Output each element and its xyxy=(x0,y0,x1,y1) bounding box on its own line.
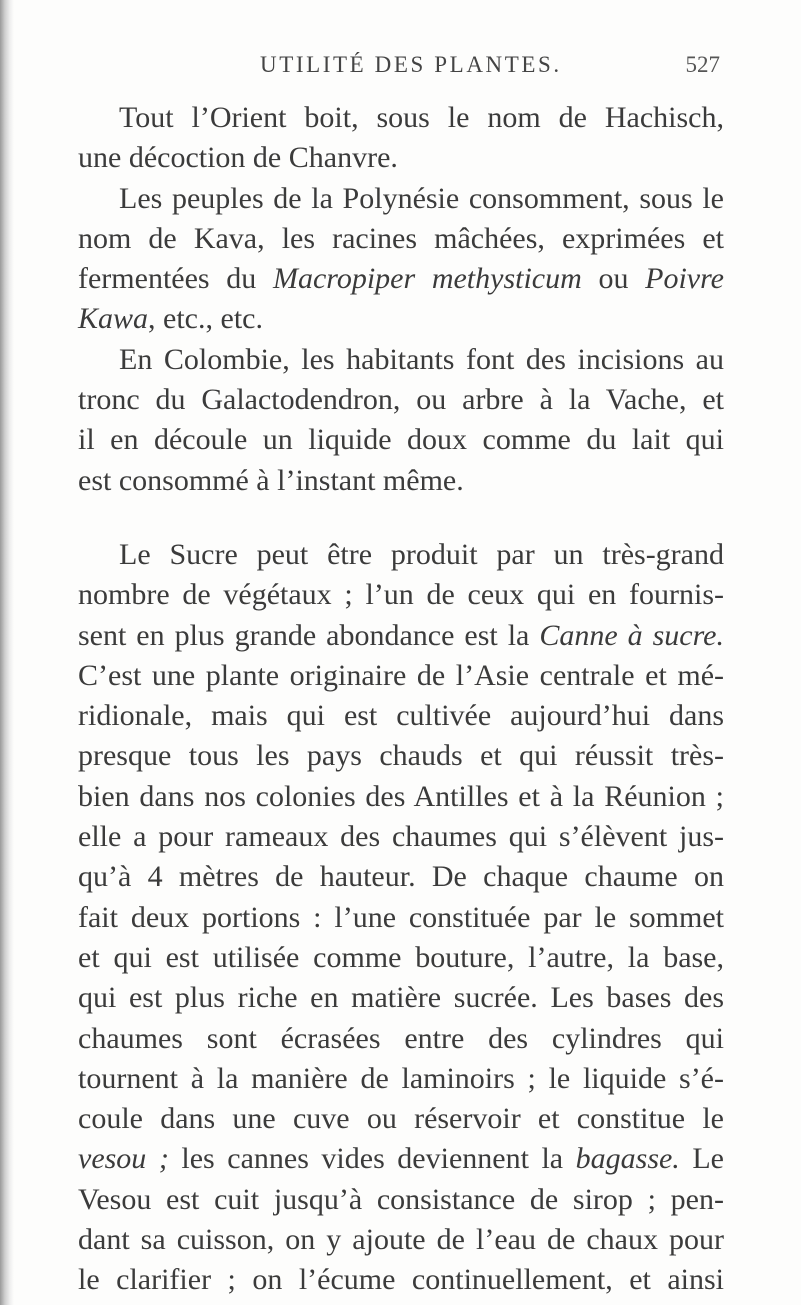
text-line: elle a pour rameaux des chaumes qui s’élèvent jus- xyxy=(78,820,724,854)
text-line: En Colombie, les habitants font des incisions au xyxy=(119,342,724,376)
text-span: fermentées du xyxy=(78,262,273,296)
text-line: qu’à 4 mètres de hauteur. De chaque chaume on xyxy=(78,860,724,894)
running-title: UTILITÉ DES PLANTES. xyxy=(260,52,562,77)
italic-span: Kawa xyxy=(78,302,149,336)
page-binding-edge xyxy=(0,0,14,1305)
text-span: , etc., etc. xyxy=(148,302,263,336)
text-span: ou xyxy=(581,262,646,296)
text-line: fait deux portions : l’une constituée par le sommet xyxy=(78,900,724,934)
text-line: et qui est utilisée comme bouture, l’autre, la base, xyxy=(78,940,724,974)
italic-span: vesou ; xyxy=(78,1142,169,1176)
text-line xyxy=(78,1139,724,1179)
text-span: Le xyxy=(679,1142,724,1176)
text-line: tournent à la manière de laminoirs ; le liquide s’é- xyxy=(78,1061,724,1095)
text-line: dant sa cuisson, on y ajoute de l’eau de chaux pour xyxy=(78,1223,724,1257)
running-head xyxy=(120,52,720,92)
text-span: sent en plus grande abondance est la xyxy=(78,618,540,652)
text-line xyxy=(78,616,724,656)
text-line: est consommé à l’instant même. xyxy=(78,463,464,497)
text-line: nom de Kava, les racines mâchées, exprimées et xyxy=(78,221,724,255)
text-span: les cannes vides deviennent la xyxy=(168,1142,576,1176)
italic-span: Poivre xyxy=(645,262,724,296)
text-line: Tout l’Orient boit, sous le nom de Hachisch, xyxy=(119,101,724,134)
text-line: Vesou est cuit jusqu’à consistance de sirop ; pen- xyxy=(78,1182,724,1216)
text-line: C’est une plante originaire de l’Asie centrale et mé- xyxy=(78,658,724,692)
text-line: nombre de végétaux ; l’un de ceux qui en fournis- xyxy=(78,578,724,612)
text-line: Le Sucre peut être produit par un très-grand xyxy=(119,537,724,571)
text-line: presque tous les pays chauds et qui réussit très- xyxy=(78,739,724,773)
text-line: qui est plus riche en matière sucrée. Les bases des xyxy=(78,981,724,1015)
italic-span: Canne à sucre. xyxy=(539,618,724,652)
text-line: il en découle un liquide doux comme du lait qui xyxy=(78,423,724,457)
text-line: une décoction de Chanvre. xyxy=(78,141,398,175)
page-number: 527 xyxy=(685,52,720,77)
italic-span: Macropiper methysticum xyxy=(272,262,582,296)
text-line: ridionale, mais qui est cultivée aujourd’hui dans xyxy=(78,699,724,733)
text-line xyxy=(78,299,724,339)
italic-span: bagasse. xyxy=(575,1142,680,1176)
text-line xyxy=(78,259,724,299)
text-line: Les peuples de la Polynésie consomment, sous le xyxy=(119,181,724,215)
text-line: bien dans nos colonies des Antilles et à la Réunion ; xyxy=(78,779,724,813)
text-line: chaumes sont écrasées entre des cylindres qui xyxy=(78,1021,724,1055)
body-text xyxy=(78,98,724,1301)
text-line: coule dans une cuve ou réservoir et constitue le xyxy=(78,1102,724,1136)
text-line: tronc du Galactodendron, ou arbre à la Vache, et xyxy=(78,383,724,417)
text-line: le clarifier ; on l’écume continuellement, et ainsi xyxy=(78,1263,724,1297)
